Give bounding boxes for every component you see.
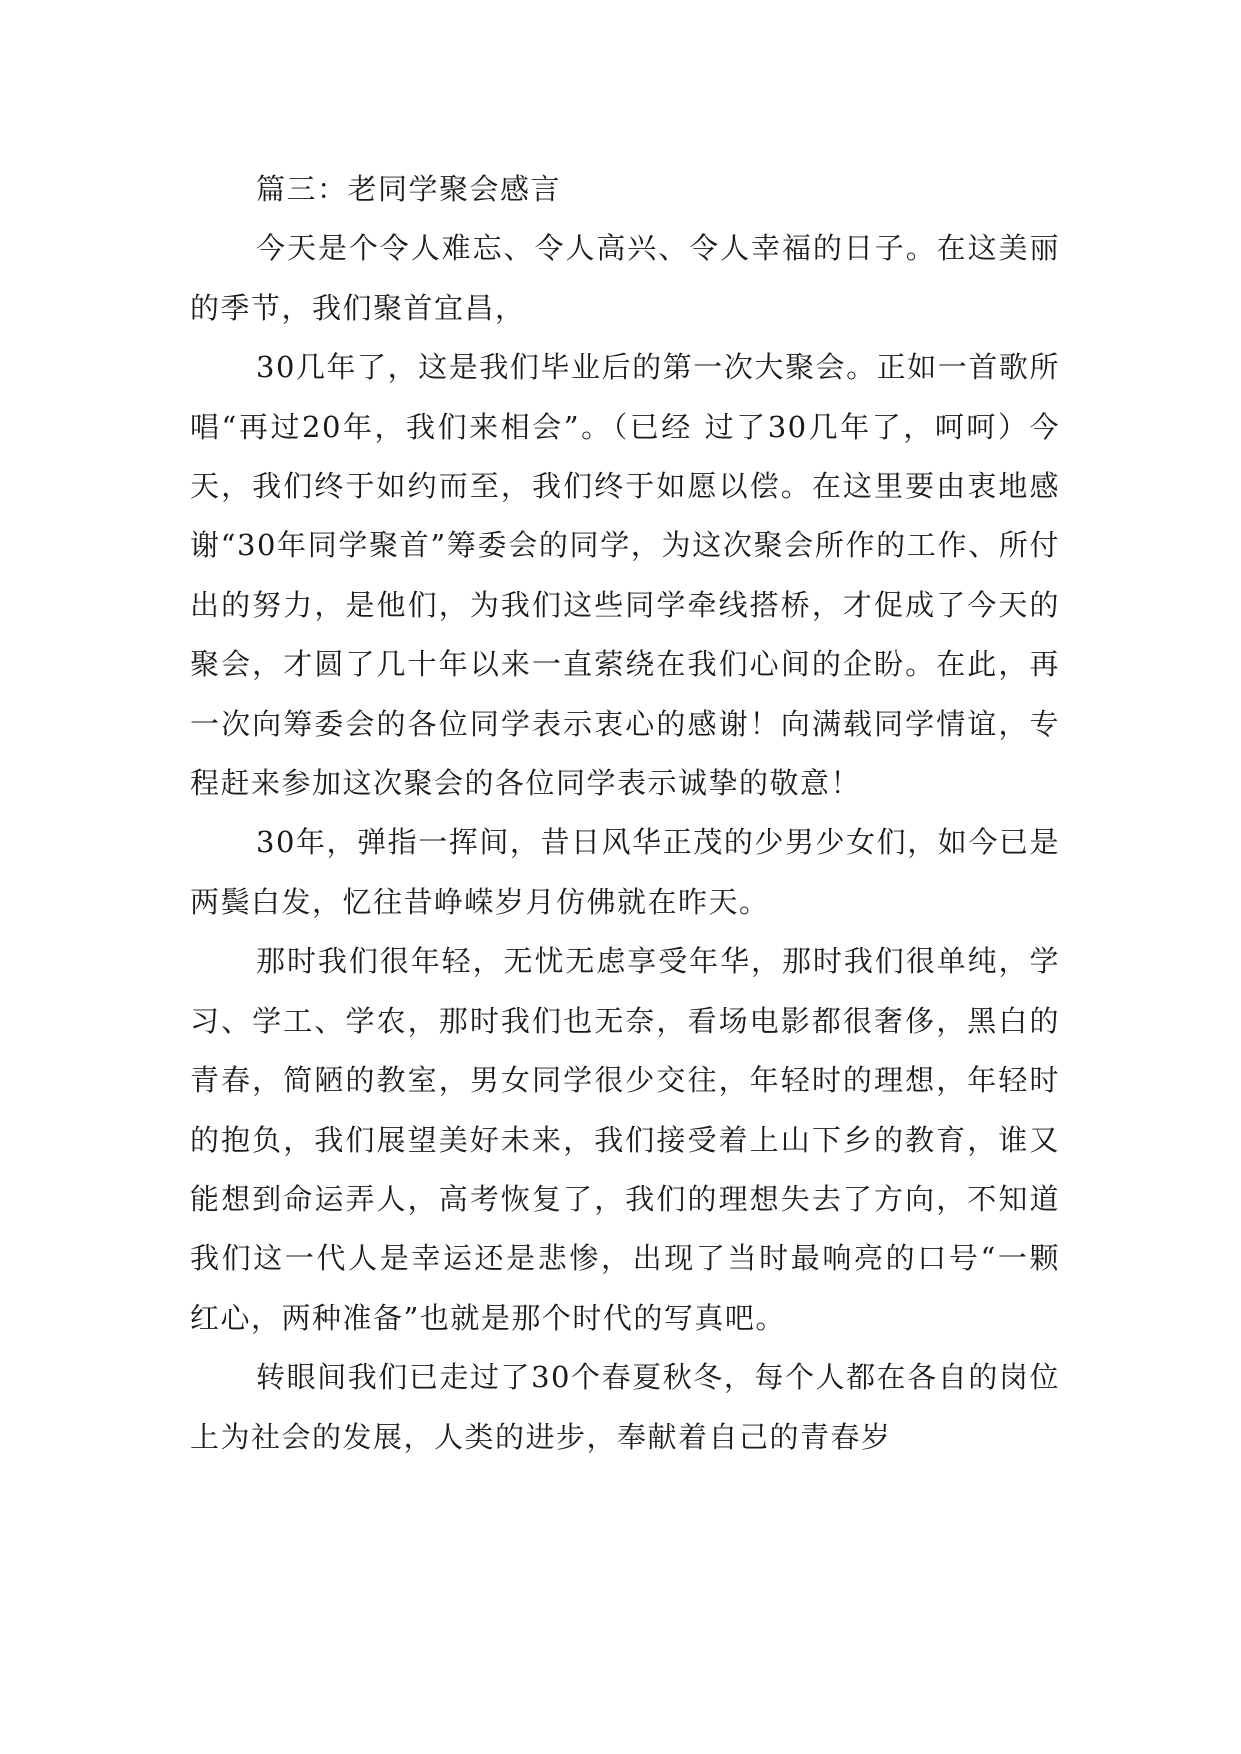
paragraph: 那时我们很年轻，无忧无虑享受年华，那时我们很单纯，学习、学工、学农，那时我们也无奈，看场电影都很奢侈，黑白的青春，简陋的教室，男女同学很少交往，年轻时的理想，年轻时的抱负，我们展望美好未来，我们接受着上山下乡的教育，谁又能想到命运弄人，高考恢复了，我们的理想失去了方向，不知道我们这一代人是幸运还是悲惨，出现了当时最响亮的口号“一颗红心，两种准备”也就是那个时代的写真吧。 xyxy=(190,944,1060,1335)
paragraph: 30几年了，这是我们毕业后的第一次大聚会。正如一首歌所唱“再过20年，我们来相会”。（已经 过了30几年了，呵呵）今天，我们终于如约而至，我们终于如愿以偿。在这里要由衷地感谢“30年同学聚首”筹委会的同学，为这次聚会所作的工作、所付出的努力，是他们，为我们这些同学牵线搭桥，才促成了今天的聚会，才圆了几十年以来一直萦绕在我们心间的企盼。在此，再一次向筹委会的各位同学表示衷心的感谢！向满载同学情谊，专程赶来参加这次聚会的各位同学表示诚挚的敬意！ xyxy=(190,350,1060,801)
document-title: 篇三：老同学聚会感言 xyxy=(256,172,562,206)
paragraph: 转眼间我们已走过了30个春夏秋冬，每个人都在各自的岗位上为社会的发展，人类的进步，奉献着自己的青春岁 xyxy=(190,1360,1060,1454)
document-body xyxy=(190,160,1060,1467)
paragraph: 今天是个令人难忘、令人高兴、令人幸福的日子。在这美丽的季节，我们聚首宜昌， xyxy=(190,231,1060,325)
paragraph: 30年，弹指一挥间，昔日风华正茂的少男少女们，如今已是两鬓白发，忆往昔峥嵘岁月仿佛就在昨天。 xyxy=(190,825,1060,919)
